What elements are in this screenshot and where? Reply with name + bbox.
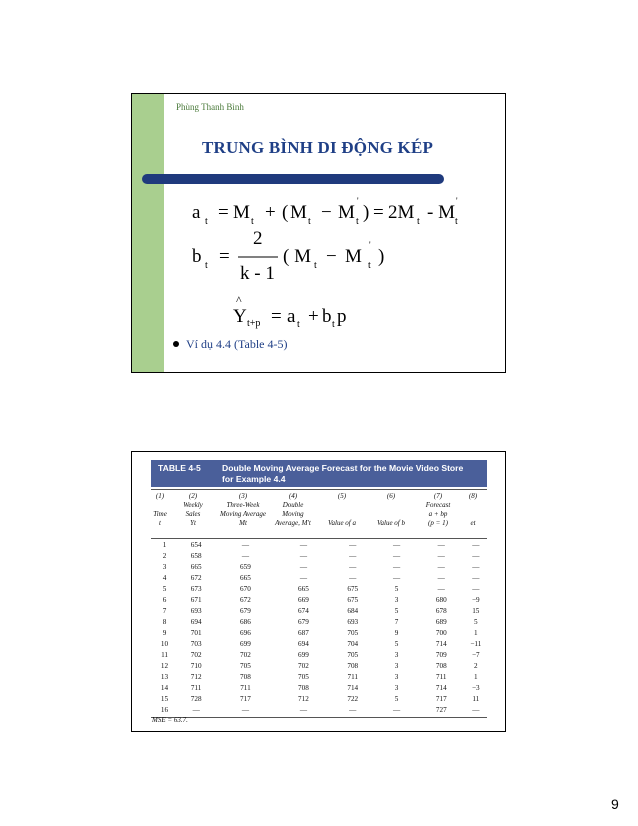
column-header-line bbox=[367, 501, 415, 510]
svg-text:^: ^ bbox=[236, 293, 242, 307]
svg-text:a: a bbox=[287, 306, 296, 327]
table-cell: — bbox=[299, 706, 308, 714]
table-cell: 15 bbox=[472, 607, 480, 615]
svg-text:t: t bbox=[297, 319, 300, 330]
svg-text:t: t bbox=[205, 216, 208, 227]
column-header-line bbox=[461, 510, 485, 519]
column-header-line: (2) bbox=[188, 492, 198, 500]
table-bottom-rule bbox=[151, 717, 487, 718]
svg-text:t: t bbox=[308, 216, 311, 227]
table-cell: — bbox=[241, 552, 250, 560]
column-header-line: (4) bbox=[288, 492, 298, 500]
table-cell: 669 bbox=[298, 596, 309, 604]
table-row bbox=[151, 617, 487, 628]
svg-text:M: M bbox=[345, 246, 362, 267]
table-cell: 665 bbox=[298, 585, 309, 593]
table-cell: — bbox=[472, 552, 480, 560]
table-cell: — bbox=[472, 585, 480, 593]
table-cell: 2 bbox=[162, 552, 167, 560]
column-header-line bbox=[317, 501, 367, 510]
table-cell: — bbox=[392, 574, 401, 582]
table-row bbox=[151, 573, 487, 584]
table-cell: 10 bbox=[160, 640, 169, 648]
table-cell: 712 bbox=[190, 673, 202, 681]
svg-text:p: p bbox=[337, 306, 347, 327]
table-cell: 693 bbox=[190, 607, 202, 615]
table-cell: 670 bbox=[240, 585, 251, 593]
table-cell: 6 bbox=[162, 596, 167, 604]
table-cell: 709 bbox=[435, 651, 447, 659]
column-header-line: Moving Average bbox=[220, 510, 266, 518]
slide-title: TRUNG BÌNH DI ĐỘNG KÉP bbox=[202, 138, 434, 157]
table-row bbox=[151, 562, 487, 573]
svg-text:2: 2 bbox=[253, 228, 263, 249]
formula-b-t bbox=[192, 228, 384, 284]
table-cell: — bbox=[392, 541, 401, 549]
formula-a-t bbox=[192, 196, 458, 227]
table-cell: 699 bbox=[298, 651, 309, 659]
table-cell: 1 bbox=[474, 629, 478, 637]
table-cell: 679 bbox=[240, 607, 251, 615]
slide-author: Phùng Thanh Bình bbox=[176, 102, 244, 112]
table-cell: 11 bbox=[161, 651, 168, 659]
page-number: 9 bbox=[611, 796, 619, 812]
table-cell: 711 bbox=[240, 684, 251, 692]
table-cell: 3 bbox=[394, 651, 399, 659]
column-header-line: (6) bbox=[386, 492, 396, 500]
table-cell: — bbox=[349, 574, 357, 582]
table-cell: −3 bbox=[471, 684, 480, 692]
table-cell: 9 bbox=[162, 629, 167, 637]
table-cell: — bbox=[472, 574, 480, 582]
table-cell: — bbox=[241, 541, 250, 549]
svg-text:M: M bbox=[338, 202, 355, 223]
column-header bbox=[263, 492, 323, 528]
table-cell: 672 bbox=[240, 596, 251, 604]
table-cell: 710 bbox=[190, 662, 202, 670]
table-cell: 659 bbox=[240, 563, 251, 571]
table-cell: 684 bbox=[347, 607, 359, 615]
table-row bbox=[151, 628, 487, 639]
column-header bbox=[412, 492, 464, 528]
table-row bbox=[151, 606, 487, 617]
table-cell: 714 bbox=[435, 684, 447, 692]
example-bullet-text: Ví dụ 4.4 (Table 4-5) bbox=[186, 337, 288, 351]
column-header-line: Mt bbox=[239, 519, 247, 527]
svg-text:−: − bbox=[326, 246, 337, 267]
column-header-line: et bbox=[470, 519, 476, 527]
table-cell: — bbox=[299, 574, 308, 582]
table-row bbox=[151, 540, 487, 551]
table-row bbox=[151, 705, 487, 716]
forecast-table bbox=[151, 540, 487, 716]
table-cell: 705 bbox=[298, 673, 309, 681]
svg-text:=: = bbox=[219, 246, 230, 267]
svg-text:t+p: t+p bbox=[247, 318, 261, 329]
svg-text:t: t bbox=[356, 216, 359, 227]
table-row bbox=[151, 683, 487, 694]
svg-text:( M: ( M bbox=[283, 246, 311, 267]
table-cell: 711 bbox=[436, 673, 447, 681]
svg-text:': ' bbox=[456, 196, 458, 206]
table-cell: 712 bbox=[298, 695, 309, 703]
table-cell: — bbox=[437, 585, 445, 593]
table-cell: — bbox=[437, 563, 445, 571]
table-cell: 5 bbox=[394, 607, 399, 615]
svg-text:(: ( bbox=[282, 202, 289, 223]
table-cell: 722 bbox=[347, 695, 359, 703]
column-header-line: Weekly bbox=[183, 501, 203, 509]
table-header-rule bbox=[151, 538, 487, 539]
table-cell: 1 bbox=[474, 673, 478, 681]
table-cell: 665 bbox=[240, 574, 251, 582]
table-cell: 679 bbox=[298, 618, 309, 626]
table-cell: 654 bbox=[190, 541, 202, 549]
column-header-line: Three-Week bbox=[226, 501, 260, 509]
table-cell: 702 bbox=[240, 651, 251, 659]
svg-text:=: = bbox=[271, 306, 282, 327]
svg-text:t: t bbox=[251, 216, 254, 227]
table-cell: 15 bbox=[160, 695, 169, 703]
table-cell: 717 bbox=[435, 695, 447, 703]
table-cell: 708 bbox=[240, 673, 251, 681]
table-column-headers bbox=[151, 492, 487, 538]
table-cell: — bbox=[349, 563, 357, 571]
svg-text:a: a bbox=[192, 202, 201, 223]
column-header-line: Value of a bbox=[328, 519, 356, 527]
table-cell: −11 bbox=[470, 640, 482, 648]
table-cell: 5 bbox=[394, 585, 399, 593]
svg-text:M: M bbox=[290, 202, 307, 223]
table-cell: 3 bbox=[394, 662, 399, 670]
table-cell: 704 bbox=[347, 640, 359, 648]
svg-text:=: = bbox=[373, 202, 384, 223]
svg-text:Y: Y bbox=[233, 306, 247, 327]
column-header-line: (7) bbox=[433, 492, 443, 500]
column-header bbox=[173, 492, 213, 528]
svg-text:): ) bbox=[363, 202, 370, 223]
svg-text:- M: - M bbox=[427, 202, 455, 223]
table-cell: 13 bbox=[160, 673, 169, 681]
svg-text:+: + bbox=[308, 306, 319, 327]
column-header-line: a + bp bbox=[428, 510, 448, 518]
table-cell: 717 bbox=[240, 695, 251, 703]
table-cell: 672 bbox=[190, 574, 202, 582]
table-cell: 2 bbox=[474, 662, 478, 670]
table-cell: 705 bbox=[240, 662, 251, 670]
table-cell: 694 bbox=[190, 618, 202, 626]
svg-text:t: t bbox=[205, 260, 208, 271]
table-row bbox=[151, 595, 487, 606]
table-title-line2: for Example 4.4 bbox=[222, 474, 286, 484]
table-row bbox=[151, 661, 487, 672]
svg-text:t: t bbox=[368, 260, 371, 271]
svg-text:2M: 2M bbox=[388, 202, 415, 223]
column-header-line: Double bbox=[282, 501, 304, 509]
svg-text:t: t bbox=[417, 216, 420, 227]
svg-text:k - 1: k - 1 bbox=[240, 263, 275, 284]
table-cell: 4 bbox=[162, 574, 167, 582]
table-cell: — bbox=[349, 552, 357, 560]
table-cell: — bbox=[299, 541, 308, 549]
table-header-banner bbox=[151, 460, 487, 487]
table-cell: 700 bbox=[435, 629, 447, 637]
table-cell: — bbox=[392, 552, 401, 560]
table-cell: 708 bbox=[435, 662, 447, 670]
table-cell: — bbox=[241, 706, 250, 714]
svg-text:+: + bbox=[265, 202, 276, 223]
table-cell: 705 bbox=[347, 651, 359, 659]
table-cell: 686 bbox=[240, 618, 251, 626]
table-cell: 7 bbox=[162, 607, 167, 615]
table-cell: — bbox=[192, 706, 200, 714]
table-row bbox=[151, 650, 487, 661]
table-cell: 711 bbox=[190, 684, 202, 692]
table-cell: −7 bbox=[471, 651, 480, 659]
svg-text:b: b bbox=[322, 306, 332, 327]
table-cell: 3 bbox=[394, 596, 399, 604]
table-top-rule bbox=[151, 489, 487, 490]
table-cell: 674 bbox=[298, 607, 309, 615]
table-cell: — bbox=[392, 563, 401, 571]
column-header-line: Average, M't bbox=[275, 519, 311, 527]
column-header bbox=[317, 492, 367, 528]
table-cell: 9 bbox=[394, 629, 399, 637]
table-cell: 699 bbox=[240, 640, 251, 648]
table-cell: — bbox=[437, 552, 445, 560]
column-header-line: t bbox=[159, 519, 161, 527]
column-header bbox=[145, 492, 175, 528]
table-cell: — bbox=[349, 541, 357, 549]
table-cell: 693 bbox=[347, 618, 359, 626]
svg-text:M: M bbox=[233, 202, 250, 223]
svg-text:t: t bbox=[455, 216, 458, 227]
bullet-dot-icon bbox=[173, 341, 179, 347]
svg-text:b: b bbox=[192, 246, 202, 267]
table-cell: 658 bbox=[190, 552, 202, 560]
svg-text:=: = bbox=[218, 202, 229, 223]
formula-forecast bbox=[233, 293, 347, 330]
table-cell: −9 bbox=[471, 596, 480, 604]
column-header-line: (3) bbox=[238, 492, 248, 500]
table-cell: 678 bbox=[435, 607, 447, 615]
column-header-line: (1) bbox=[155, 492, 165, 500]
table-cell: 5 bbox=[394, 695, 399, 703]
column-header-line: Sales bbox=[185, 510, 201, 518]
column-header-line: Yt bbox=[190, 519, 196, 527]
table-cell: 14 bbox=[160, 684, 169, 692]
table-cell: — bbox=[437, 574, 445, 582]
column-header-line bbox=[461, 501, 485, 510]
column-header-line: Value of b bbox=[377, 519, 405, 527]
table-cell: 680 bbox=[435, 596, 447, 604]
slide-table bbox=[131, 451, 506, 732]
column-header bbox=[461, 492, 485, 528]
table-cell: 3 bbox=[394, 684, 399, 692]
table-cell: 689 bbox=[435, 618, 447, 626]
table-cell: 728 bbox=[190, 695, 202, 703]
table-cell: — bbox=[472, 706, 480, 714]
table-cell: 5 bbox=[162, 585, 167, 593]
slide-formulas bbox=[131, 93, 506, 373]
table-row bbox=[151, 672, 487, 683]
svg-text:': ' bbox=[369, 240, 371, 250]
table-cell: 675 bbox=[347, 585, 359, 593]
table-cell: 12 bbox=[160, 662, 169, 670]
svg-text:': ' bbox=[357, 196, 359, 206]
table-row bbox=[151, 639, 487, 650]
svg-text:): ) bbox=[378, 246, 385, 267]
table-cell: 703 bbox=[190, 640, 202, 648]
svg-text:t: t bbox=[332, 319, 335, 330]
table-cell: — bbox=[349, 706, 357, 714]
table-cell: — bbox=[472, 563, 480, 571]
table-cell: 8 bbox=[162, 618, 167, 626]
table-cell: 705 bbox=[347, 629, 359, 637]
column-header-line: Moving bbox=[282, 510, 304, 518]
table-cell: — bbox=[472, 541, 480, 549]
table-cell: 711 bbox=[347, 673, 358, 681]
column-header-line bbox=[145, 501, 175, 510]
table-cell: 708 bbox=[347, 662, 359, 670]
table-cell: 694 bbox=[298, 640, 309, 648]
table-cell: 714 bbox=[435, 640, 447, 648]
table-cell: 3 bbox=[394, 673, 399, 681]
table-cell: 696 bbox=[240, 629, 251, 637]
table-label: TABLE 4-5 bbox=[158, 463, 201, 473]
table-cell: 1 bbox=[162, 541, 167, 549]
column-header-line: Forecast bbox=[425, 501, 451, 509]
table-cell: — bbox=[437, 541, 445, 549]
column-header-line bbox=[317, 510, 367, 519]
example-bullet bbox=[173, 337, 287, 352]
table-row bbox=[151, 584, 487, 595]
table-cell: 671 bbox=[190, 596, 202, 604]
table-cell: 675 bbox=[347, 596, 359, 604]
column-header-line bbox=[367, 510, 415, 519]
table-cell: 5 bbox=[474, 618, 478, 626]
svg-text:−: − bbox=[321, 202, 332, 223]
column-header bbox=[367, 492, 415, 528]
table-cell: 708 bbox=[298, 684, 309, 692]
column-header-line: Time bbox=[153, 510, 167, 518]
table-cell: 702 bbox=[298, 662, 309, 670]
table-cell: 665 bbox=[190, 563, 202, 571]
table-row bbox=[151, 551, 487, 562]
svg-text:t: t bbox=[314, 260, 317, 271]
table-cell: 702 bbox=[190, 651, 202, 659]
column-header-line: (p = 1) bbox=[428, 519, 448, 527]
table-cell: 701 bbox=[190, 629, 202, 637]
table-cell: 673 bbox=[190, 585, 202, 593]
table-cell: 7 bbox=[394, 618, 399, 626]
table-title bbox=[222, 463, 482, 485]
table-cell: 714 bbox=[347, 684, 359, 692]
table-cell: 5 bbox=[394, 640, 399, 648]
mse-note: MSE = 63.7. bbox=[152, 716, 188, 724]
table-cell: 3 bbox=[162, 563, 167, 571]
table-cell: 727 bbox=[435, 706, 447, 714]
column-header-line: (5) bbox=[337, 492, 347, 500]
column-header-line: (8) bbox=[468, 492, 478, 500]
table-cell: 16 bbox=[160, 706, 169, 714]
table-cell: — bbox=[392, 706, 401, 714]
table-cell: 687 bbox=[298, 629, 309, 637]
formula-block bbox=[132, 94, 506, 373]
table-cell: 11 bbox=[472, 695, 480, 703]
table-cell: — bbox=[299, 552, 308, 560]
table-cell: — bbox=[299, 563, 308, 571]
table-row bbox=[151, 694, 487, 705]
table-title-line1: Double Moving Average Forecast for the Movie Video Store bbox=[222, 463, 464, 473]
